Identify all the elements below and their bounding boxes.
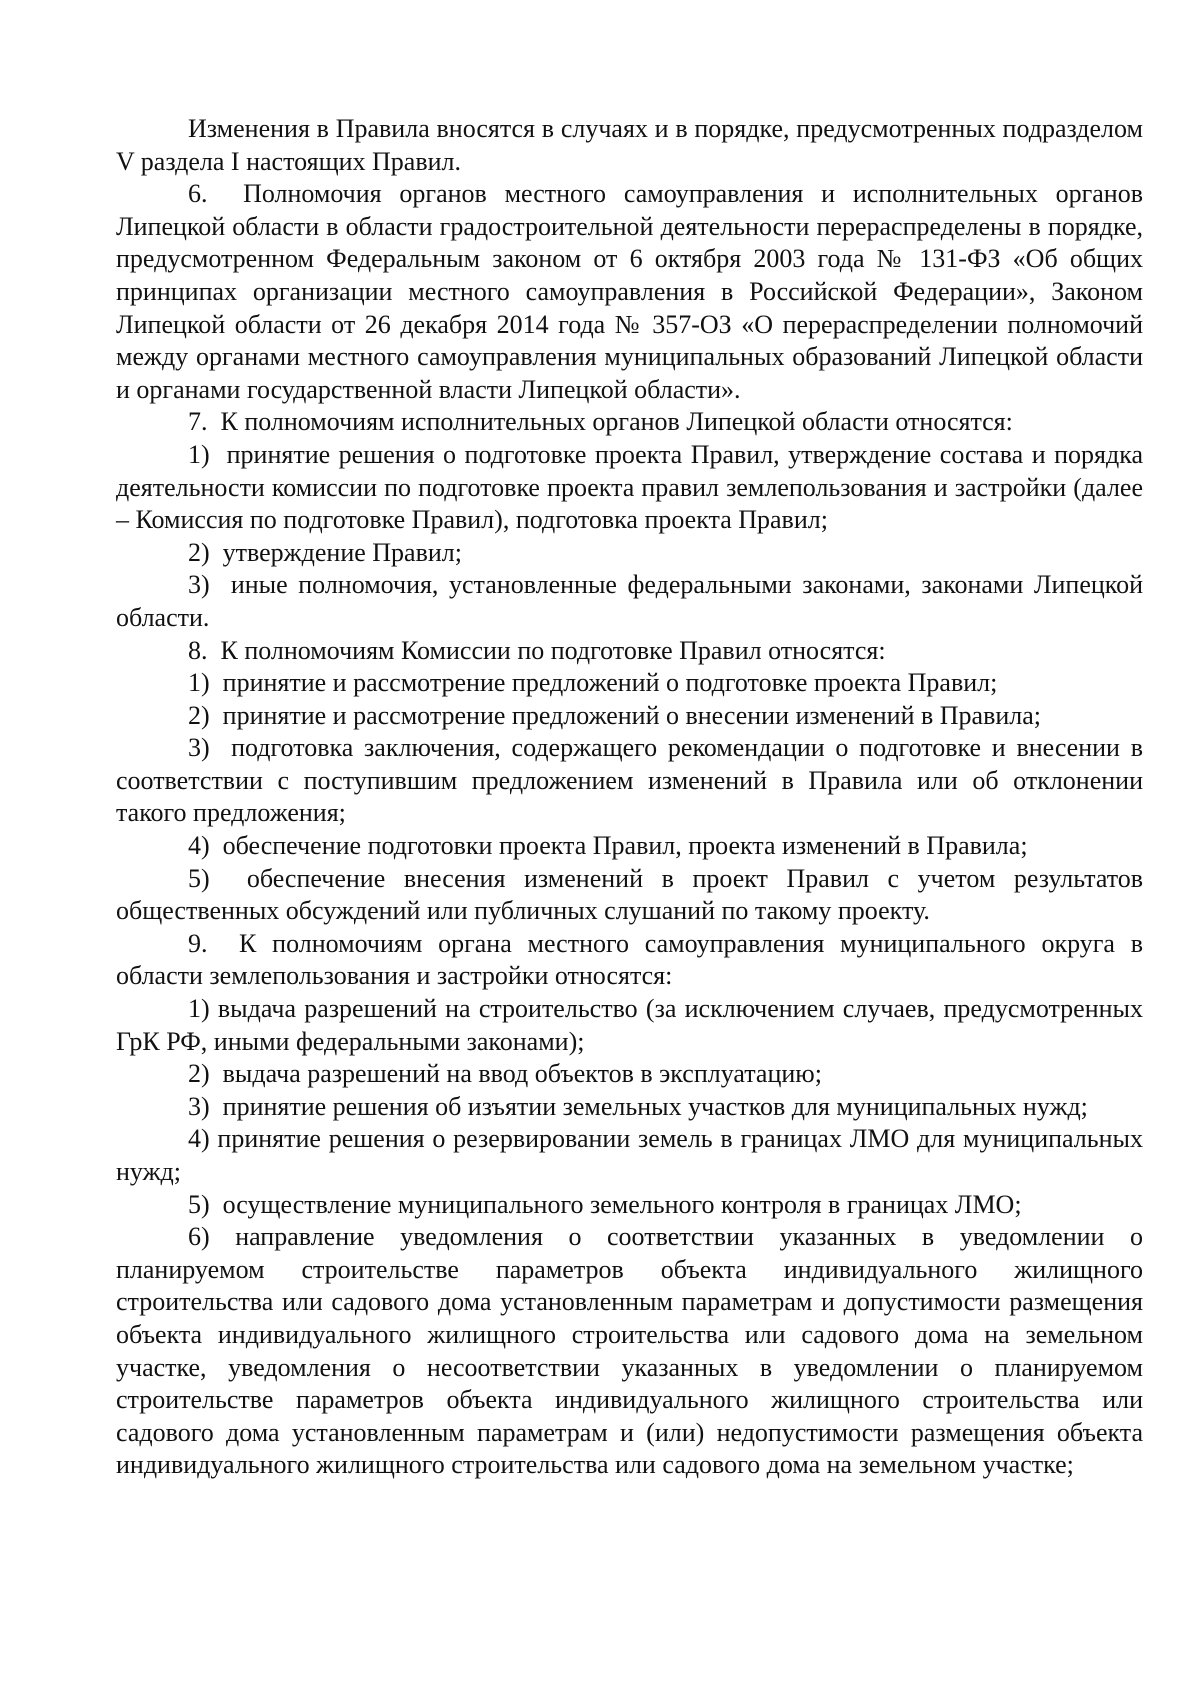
- list-item-8-2: 2) принятие и рассмотрение предложений о внесении изменений в Правила;: [188, 700, 1042, 730]
- document-body: [116, 113, 1143, 1482]
- paragraph-item-7: 7. К полномочиям исполнительных органов Липецкой области относятся:: [188, 407, 1013, 437]
- list-item-7-2: 2) утверждение Правил;: [188, 537, 462, 567]
- list-item-9-4: 4) принятие решения о резервировании земель в границах ЛМО для муниципальных нужд;: [116, 1124, 1143, 1186]
- list-item-7-3: 3) иные полномочия, установленные федеральными законами, законами Липецкой области.: [116, 570, 1143, 632]
- paragraph-item-6: 6. Полномочия органов местного самоуправления и исполнительных органов Липецкой области в области градостроительной деятельности перераспределены в порядке, предусмотренном Федеральным законом от 6 октября 2003 года № 131-ФЗ «Об общих принципах организации местного самоуправления в Российской Федерации», Законом Липецкой области от 26 декабря 2014 года № 357-ОЗ «О перераспределении полномочий между органами местного самоуправления муниципальных образований Липецкой области и органами государственной власти Липецкой области».: [116, 179, 1143, 404]
- paragraph-amendments-note: Изменения в Правила вносятся в случаях и в порядке, предусмотренных подразделом V раздела I настоящих Правил.: [116, 114, 1143, 176]
- list-item-9-1: 1) выдача разрешений на строительство (за исключением случаев, предусмотренных ГрК РФ, иными федеральными законами);: [116, 994, 1143, 1056]
- list-item-7-1: 1) принятие решения о подготовке проекта Правил, утверждение состава и порядка деятельности комиссии по подготовке проекта правил землепользования и застройки (далее – Комиссия по подготовке Правил), подготовка проекта Правил;: [116, 439, 1143, 535]
- list-item-8-1: 1) принятие и рассмотрение предложений о подготовке проекта Правил;: [188, 668, 998, 698]
- list-item-8-3: 3) подготовка заключения, содержащего рекомендации о подготовке и внесении в соответствии с поступившим предложением изменений в Правила или об отклонении такого предложения;: [116, 733, 1143, 828]
- list-item-9-5: 5) осуществление муниципального земельного контроля в границах ЛМО;: [188, 1189, 1022, 1219]
- list-item-9-6: 6) направление уведомления о соответствии указанных в уведомлении о планируемом строительстве параметров объекта индивидуального жилищного строительства или садового дома установленным параметрам и допустимости размещения объекта индивидуального жилищного строительства или садового дома на земельном участке, уведомления о несоответствии указанных в уведомлении о планируемом строительстве параметров объекта индивидуального жилищного строительства или садового дома установленным параметрам и (или) недопустимости размещения объекта индивидуального жилищного строительства или садового дома на земельном участке;: [116, 1222, 1143, 1480]
- paragraph-item-8: 8. К полномочиям Комиссии по подготовке Правил относятся:: [188, 635, 886, 665]
- list-item-9-3: 3) принятие решения об изъятии земельных участков для муниципальных нужд;: [188, 1091, 1088, 1121]
- list-item-8-5: 5) обеспечение внесения изменений в проект Правил с учетом результатов общественных обсуждений или публичных слушаний по такому проекту.: [116, 863, 1143, 926]
- list-item-9-2: 2) выдача разрешений на ввод объектов в эксплуатацию;: [188, 1059, 822, 1089]
- list-item-8-4: 4) обеспечение подготовки проекта Правил, проекта изменений в Правила;: [188, 831, 1028, 861]
- paragraph-item-9: 9. К полномочиям органа местного самоуправления муниципального округа в области землепользования и застройки относятся:: [116, 928, 1143, 991]
